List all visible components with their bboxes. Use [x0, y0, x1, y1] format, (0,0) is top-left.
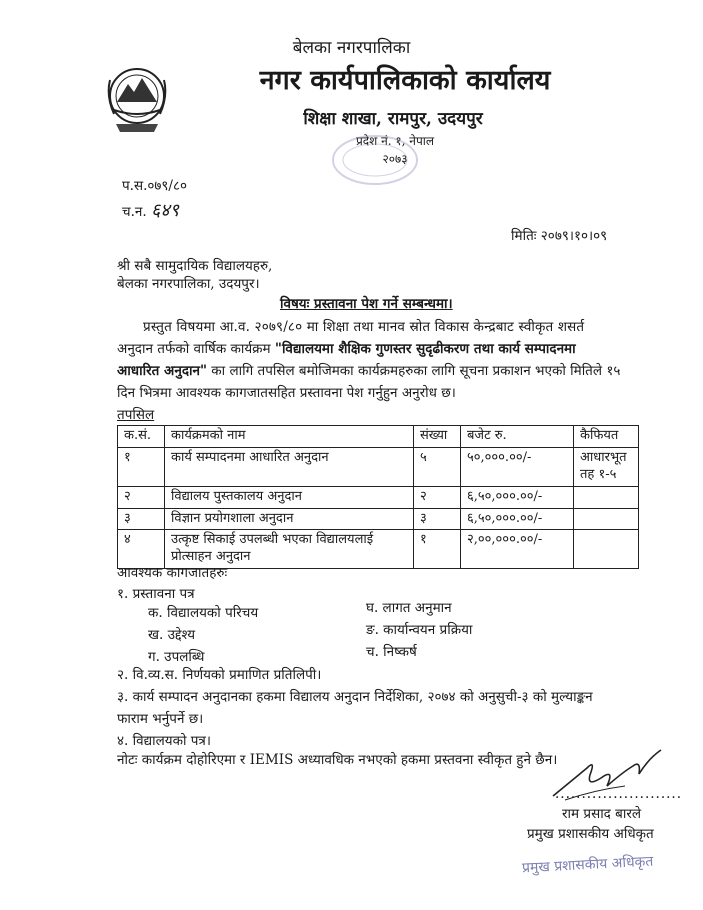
row-count: ३ — [414, 508, 461, 530]
office-stamp-icon — [330, 132, 420, 187]
subject-line: विषयः प्रस्तावना पेश गर्ने सम्बन्धमा। — [280, 296, 453, 312]
addressee-line-2: बेलका नगरपालिका, उदयपुर। — [117, 276, 260, 292]
docs-item-3-line-1: ३. कार्य सम्पादन अनुदानका हकमा विद्यालय अनुदान निर्देशिका, २०७४ को अनुसुची-३ को मुल्याङ्कन — [117, 689, 593, 705]
header-remarks: कैफियत — [574, 426, 639, 448]
row-budget: ५०,०००.००/- — [461, 447, 574, 486]
docs-sub-ka: क. विद्यालयको परिचय — [148, 605, 259, 621]
docs-item-3-line-2: फाराम भर्नुपर्ने छ। — [117, 711, 204, 727]
row-count: ५ — [414, 447, 461, 486]
table-row — [118, 530, 639, 569]
municipality-emblem — [104, 58, 170, 138]
header-program-name: कार्यक्रमको नाम — [165, 426, 414, 448]
docs-sub-ga: ग. उपलब्धि — [148, 649, 205, 665]
signatory-name: राम प्रसाद बारले — [562, 806, 642, 822]
header-count: संख्या — [414, 426, 461, 448]
row-count: १ — [414, 530, 461, 569]
row-program-name: विज्ञान प्रयोगशाला अनुदान — [165, 508, 414, 530]
dispatch-number-handwritten: ६४९ — [150, 200, 180, 221]
row-sn: ३ — [118, 508, 165, 530]
docs-item-4: ४. विद्यालयको पत्र। — [117, 733, 211, 749]
year-line: २०७३ — [382, 152, 408, 166]
row-program-name-line-1: उत्कृष्ट सिकाई उपलब्धी भएका विद्यालयलाई — [171, 532, 374, 548]
designation-stamp: प्रमुख प्रशासकीय अधिकृत — [521, 853, 654, 877]
section-name: शिक्षा शाखा, रामपुर, उदयपुर — [303, 109, 483, 129]
note-line: नोटः कार्यक्रम दोहोरिएमा र IEMIS अध्यावधिक नभएको हकमा प्रस्तवना स्वीकृत हुने छैन। — [117, 752, 558, 768]
row-budget: ६,५०,०००.००/- — [461, 486, 574, 508]
body-line-3: आधारित अनुदान" का लागि तपसिल बमोजिमका कार्यक्रमहरुका लागि सूचना प्रकाशन भएको मितिले १५ — [117, 363, 621, 379]
letter-number: प.स.०७९/८० — [122, 178, 188, 194]
docs-sub-nga: ङ. कार्यान्वयन प्रक्रिया — [366, 622, 473, 638]
row-program-name: विद्यालय पुस्तकालय अनुदान — [165, 486, 414, 508]
row-sn: १ — [118, 447, 165, 486]
row-remarks: आधारभूत तह १-५ — [574, 447, 639, 486]
signatory-title: प्रमुख प्रशासकीय अधिकृत — [527, 826, 654, 842]
row-remarks — [574, 530, 639, 569]
docs-item-2: २. वि.व्य.स. निर्णयको प्रमाणित प्रतिलिपी। — [117, 667, 322, 683]
table-row — [118, 508, 639, 530]
body-line-2: अनुदान तर्फको वार्षिक कार्यक्रम "विद्यालयमा शैक्षिक गुणस्तर सुदृढीकरण तथा कार्य सम्पादनमा — [117, 341, 576, 357]
docs-heading: आवश्यक कागजातहरुः — [117, 565, 228, 581]
row-budget: २,००,०००.००/- — [461, 530, 574, 569]
municipality-name: बेलका नगरपालिका — [292, 38, 411, 58]
header-budget: बजेट रु. — [461, 426, 574, 448]
table-header-row — [118, 426, 639, 448]
row-program-name-line-2: प्रोत्साहन अनुदान — [171, 549, 251, 565]
row-program-name: कार्य सम्पादनमा आधारित अनुदान — [165, 447, 414, 486]
docs-sub-kha: ख. उद्देश्य — [148, 627, 196, 643]
row-remarks — [574, 508, 639, 530]
table-caption: तपसिल — [117, 407, 155, 423]
signature-dots: ........................ — [555, 786, 682, 802]
office-title: नगर कार्यपालिकाको कार्यालय — [259, 65, 551, 96]
table-row — [118, 486, 639, 508]
letter-date: मितिः २०७९।१०।०९ — [511, 228, 608, 244]
docs-item-1: १. प्रस्तावना पत्र — [117, 586, 195, 602]
body-line-1: प्रस्तुत विषयमा आ.व. २०७९/८० मा शिक्षा तथा मानव स्रोत विकास केन्द्रबाट स्वीकृत शसर्त — [143, 319, 585, 335]
row-program-name — [165, 530, 414, 569]
docs-sub-cha: च. निष्कर्ष — [366, 644, 417, 660]
docs-sub-gha: घ. लागत अनुमान — [366, 600, 452, 616]
row-sn: २ — [118, 486, 165, 508]
addressee-line-1: श्री सबै सामुदायिक विद्यालयहरु, — [117, 258, 273, 274]
header-sn: क.सं. — [118, 426, 165, 448]
row-sn: ४ — [118, 530, 165, 569]
dispatch-number: च.न. ६४९ — [122, 200, 180, 221]
row-remarks — [574, 486, 639, 508]
province-line: प्रदेश नं. १, नेपाल — [355, 134, 435, 148]
row-budget: ६,५०,०००.००/- — [461, 508, 574, 530]
program-table — [117, 425, 639, 569]
table-row — [118, 447, 639, 486]
row-count: २ — [414, 486, 461, 508]
body-line-4: दिन भित्रमा आवश्यक कागजातसहित प्रस्तावना पेश गर्नुहुन अनुरोध छ। — [117, 385, 456, 401]
